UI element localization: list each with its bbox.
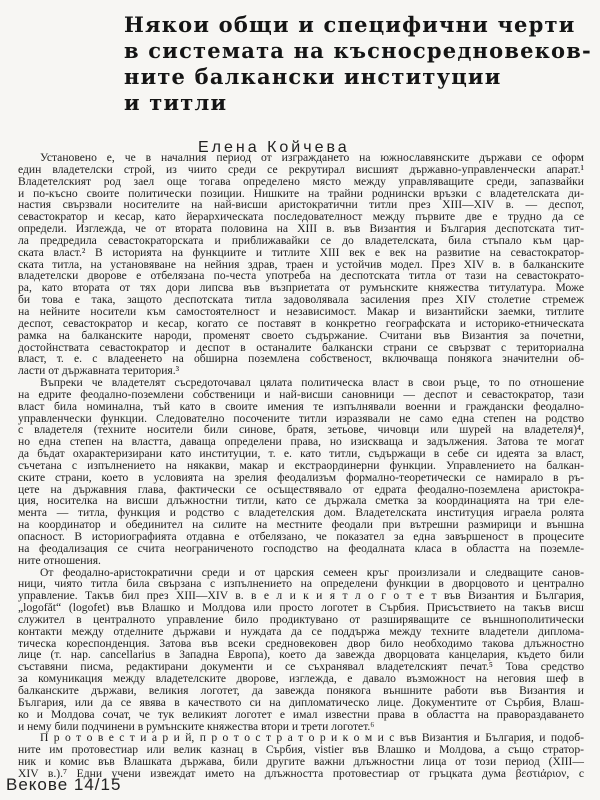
journal-footer: Векове 14/15 xyxy=(6,775,122,794)
text-line: достойнствата севастократор и деспот в останалите балкански страни се свързват с териториална xyxy=(18,340,584,354)
text-line: лице (т. нар. cancellarius в Западна Европа), което да завежда дворцовата канцелария, където били xyxy=(18,648,584,662)
text-line: рамка на балканските народи, променят своето съдържание. Считани във Византия за почетни, xyxy=(18,328,584,342)
text-line: управленчески функции. Следователно посочените титли изразявали не само една степен на родство xyxy=(18,411,584,425)
text-line: ла предредила севастократорската и приближавайки се до владетелската, била стъпало към цар- xyxy=(18,233,584,247)
text-line: ник и комис във Влашката държава, били другите важни длъжностни лица от този период (XIII— xyxy=(18,755,584,769)
text-line: настия свързвали носителите на най-висши аристократични титли през XIII—XIV в. — деспот, xyxy=(18,198,584,212)
text-line: ко и Молдова сочат, че тук великият логотет е имал известни права в областта на правораздаването xyxy=(18,707,584,721)
title-line: в системата на къснoсредновеков- xyxy=(124,38,592,63)
text-line: ници, чиято титла била свързана с изпълнението на определени функции в дворцовото и централно xyxy=(18,577,584,591)
text-line: с владетеля (техните носители били синове, братя, зетьове, чичовци или шурей на владетеля)⁴, xyxy=(18,423,584,437)
paragraph xyxy=(18,377,584,567)
text-line: Установено е, че в началния период от изграждането на южнославянските държави се оформ xyxy=(40,151,584,164)
text-line: власт била номинална, тъй като в своите имения те изпълнявали военни и граждански феодално- xyxy=(18,399,584,413)
paragraph xyxy=(18,152,584,377)
text-line: опасност. В историографията отдавна е отбелязано, че показател за една завършеност в процесите xyxy=(18,530,584,543)
text-line: цете на държавния глава, фактически се осъществявало от едрата феодално-поземлена аристокра- xyxy=(18,482,584,496)
text-line: деспот, севастократор и кесар, когато се поставят в конкретно географската и историко-етническата xyxy=(18,316,584,330)
text-line: на нейните носители към самостоятелност и независимост. Макар и византийски заемки, титлите xyxy=(18,304,584,318)
article-title xyxy=(124,12,594,116)
text-line: Владетелският род заел още тогава определено място между управляващите среди, запазвайки xyxy=(18,174,584,188)
text-line: ра, като втората от тях дори липсва във възприетата от румънските княжества титулатура. Може xyxy=(18,281,584,295)
text-line: и по-късно своите политически позиции. Нишките на трайни роднински връзки с владетелската ди- xyxy=(18,186,584,200)
text-line: власт, т. е. с владеенето на обширна поземлена собственост, включваща понякога значителни об- xyxy=(18,352,584,366)
text-line: съставяни писма, редактирани документи и се съхранявал владетелският печат.⁵ Това средство xyxy=(18,660,584,674)
text-line: на координатор и обединител на силите на местните феодали при вътрешни размирици и външна xyxy=(18,518,584,532)
text-line: определи. Изглежда, че от втората половина на XIII в. във Византия и България деспотската тит- xyxy=(18,222,584,236)
text-line: мента — титла, функция и родство с владетелския дом. Владетелската институция играела ролята xyxy=(18,506,584,520)
title-line: и титли xyxy=(124,90,228,115)
text-line: владетелски дворове е отбелязана по-честа употреба на деспотската титла от тази на севастократо- xyxy=(18,269,584,283)
text-line: От феодално-аристократични среди и от царския семеен кръг произлизали и следващите санов- xyxy=(40,565,584,579)
text-line: но една степен на властта, даваща определени права, но изискваща и задължения. Затова те могат xyxy=(18,435,584,449)
text-line: Въпреки че владетелят съсредоточавал цялата политическа власт в свои ръце, то по отношение xyxy=(40,376,584,390)
text-line: „logofăt“ (logofet) във Влашко и Молдова или просто логотет в Сърбия. Присъствието на такъв висш xyxy=(18,601,584,615)
text-line: ните им протовестиар или велик казнац в Сърбия, vistier във Влашко и Молдова, а също стратор- xyxy=(18,743,584,757)
paragraph xyxy=(18,732,584,779)
text-line: тическа кореспонденция. Затова във всеки средновековен двор било необходимо такова длъжностно xyxy=(18,636,584,650)
text-line: контакти между отделните държави и нуждата да се поддържа между техните владетели диплома- xyxy=(18,624,584,638)
text-line: ските страни, което в условията на зрелия феодализъм формално-теоретически се намирало в ръ- xyxy=(18,470,584,484)
title-line: ните балкански институции xyxy=(124,64,502,89)
title-line: Някои общи и специфични черти xyxy=(124,12,576,37)
text-line: да бъдат охарактеризирани като институции, т. е. като титли, съдържащи в себе си идеята за власт, xyxy=(18,447,584,461)
text-line: съчетана с изпълнението на някакви, макар и екстраординерни функции. Управлението на балкан- xyxy=(18,458,584,472)
text-line: севастократор и кесар, като йерархическата последователност между първите две е трудно да се xyxy=(18,210,584,224)
text-line: XIV в.).⁷ Едни учени извеждат името на длъжността протовестиар от гръцката дума βεστιάριον, с xyxy=(18,766,584,780)
text-line: ция, носителка на висши длъжностни титли, като се държала сметка за координацията на три еле- xyxy=(18,494,584,508)
text-line: управление. Такъв бил през XIII—XIV в. в е л и к и я т л о г о т е т във Византия и България, xyxy=(18,589,584,603)
text-line: би това е така, защото деспотската титла задоволявала засиления през XIV столетие стремеж xyxy=(18,293,584,307)
text-line: един владетелски строй, из чиито среди се рекрутирал висшият държавно-управленчески апарат.¹ xyxy=(18,162,584,176)
text-line: ската титла, на установяване на нейния здрав, траен и устойчив модел. През XIV в. в балканските xyxy=(18,257,584,271)
text-line: балканските държави, великия логотет, да завежда понякога външните работи във Византия и xyxy=(18,683,584,697)
text-line: на едрите феодално-поземлени собственици и най-висши сановници — деспот и севастократор, тази xyxy=(18,387,584,401)
text-line: ните отношения. xyxy=(18,553,101,567)
text-line: за комуникация между владетелските дворове, изглежда, е давало възможност на неговия шеф в xyxy=(18,672,584,686)
paragraph xyxy=(18,567,584,733)
text-line: България, или да се явява в качеството си на дипломатическо лице. Документите от Сърбия, Влаш- xyxy=(18,695,584,709)
text-line: и нему били подчинени в румънските княжества втори и трети логотет.⁶ xyxy=(18,719,375,733)
text-line: П р о т о в е с т и а р и й, п р о т о с т р а т о р и к о м и с във Византия и България, и подоб- xyxy=(40,731,584,745)
text-line: на феодализация се счита неограниченото господство на феодалната класа в областта на поземле- xyxy=(18,541,584,555)
article-body xyxy=(18,152,584,780)
text-line: служител в централното управление било продиктувано от разширяващите се външнополитически xyxy=(18,612,584,626)
author-name: Елена Койчева xyxy=(198,139,350,156)
text-line: ласти от държавната територия.³ xyxy=(18,364,180,378)
text-line: ската власт.² В историята на функциите и титлите XIII век е век на развитие на севастократор- xyxy=(18,245,584,259)
